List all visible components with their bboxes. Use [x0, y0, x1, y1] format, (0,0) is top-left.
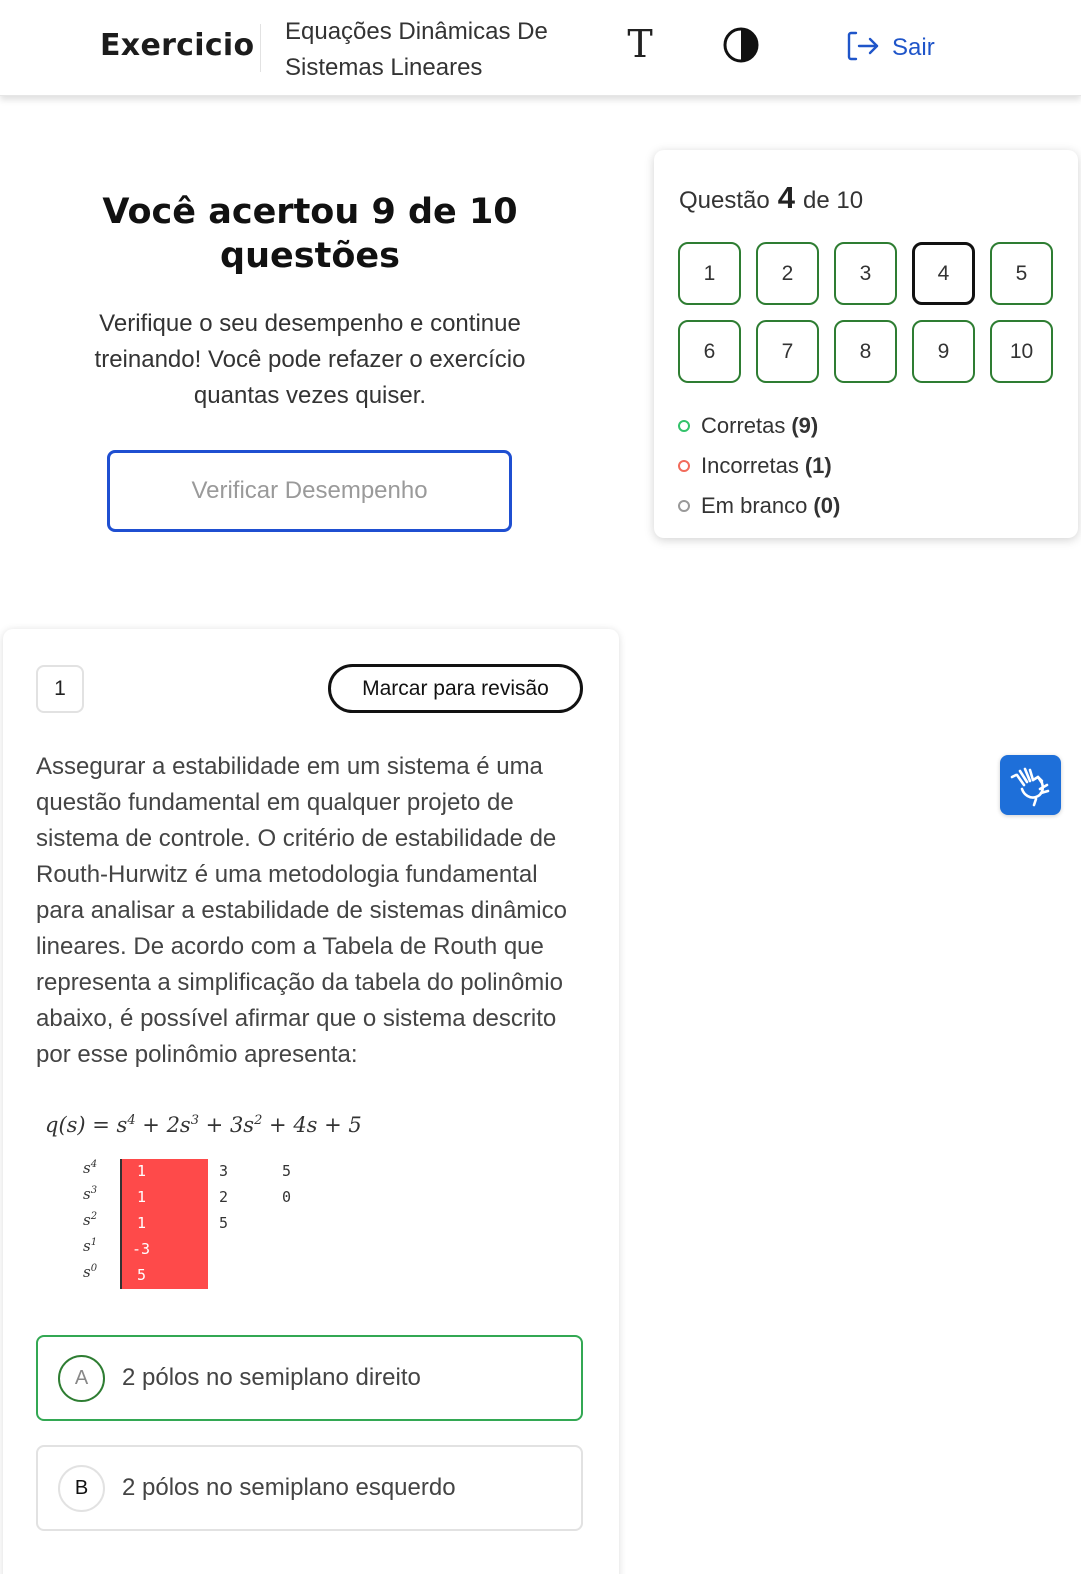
question-card — [3, 629, 619, 1574]
contrast-icon[interactable] — [722, 26, 760, 64]
verify-performance-button[interactable]: Verificar Desempenho — [107, 450, 512, 532]
legend-label: Incorretas — [701, 453, 799, 478]
incorrect-dot-icon — [678, 460, 690, 472]
formula-exponent: 3 — [190, 1113, 199, 1128]
navigator-current: 4 — [777, 180, 795, 215]
question-button-2[interactable]: 2 — [756, 242, 819, 305]
question-button-8[interactable]: 8 — [834, 320, 897, 383]
routh-cell: 2 — [219, 1188, 229, 1206]
question-button-7[interactable]: 7 — [756, 320, 819, 383]
question-button-1[interactable]: 1 — [678, 242, 741, 305]
formula-part: + 2s — [135, 1113, 191, 1137]
routh-first-column-highlight — [120, 1159, 208, 1289]
answer-option-a[interactable] — [36, 1335, 583, 1421]
formula-part: + 3s — [199, 1113, 255, 1137]
answer-option-b[interactable] — [36, 1445, 583, 1531]
routh-cell: 1 — [137, 1188, 147, 1206]
top-header — [0, 0, 1081, 96]
navigator-prefix: Questão — [679, 187, 770, 214]
legend-count: (9) — [791, 413, 819, 438]
legend-count: (1) — [804, 453, 832, 478]
question-button-4[interactable]: 4 — [912, 242, 975, 305]
question-button-6[interactable]: 6 — [678, 320, 741, 383]
question-button-9[interactable]: 9 — [912, 320, 975, 383]
legend-incorrect — [678, 446, 840, 486]
routh-cell: -3 — [132, 1240, 151, 1258]
status-legend — [678, 406, 840, 526]
logout-label: Sair — [892, 34, 935, 61]
legend-label: Em branco — [701, 493, 808, 518]
option-text: 2 pólos no semiplano esquerdo — [122, 1474, 456, 1501]
blank-dot-icon — [678, 500, 690, 512]
polynomial-formula — [45, 1113, 362, 1137]
question-number: 1 — [36, 665, 84, 713]
formula-exponent: 2 — [254, 1113, 263, 1128]
question-button-3[interactable]: 3 — [834, 242, 897, 305]
result-title: Você acertou 9 de 10 questões — [102, 192, 518, 276]
sign-language-button[interactable] — [1000, 755, 1061, 815]
formula-exponent: 4 — [127, 1113, 136, 1128]
sign-language-icon — [1000, 802, 1061, 819]
question-text: Assegurar a estabilidade em um sistema é uma questão fundamental em qualquer projeto de sistema de controle. O critério de estabilidade de Routh-Hurwitz é uma metodologia fundamental para analisar a estabilidade de sistemas dinâmico lineares. De acordo com a Tabela de Routh que representa a simplificação da tabela do polinômio abaixo, é possível afirmar que o sistema descrito por esse polinômio apresenta: — [36, 753, 567, 1068]
app-brand[interactable]: Exercicio — [100, 28, 255, 63]
question-button-5[interactable]: 5 — [990, 242, 1053, 305]
course-title: Equações Dinâmicas De Sistemas Lineares — [285, 18, 548, 81]
routh-row-label: $s^2$ — [83, 1211, 98, 1229]
routh-cell: 5 — [219, 1214, 229, 1232]
routh-cell: 5 — [137, 1266, 147, 1284]
navigator-heading — [679, 180, 863, 216]
mark-for-review-button[interactable]: Marcar para revisão — [328, 664, 583, 713]
result-description: Verifique o seu desempenho e continue treinando! Você pode refazer o exercício quantas vezes quiser. — [94, 310, 526, 409]
legend-label: Corretas — [701, 413, 786, 438]
routh-cell: 5 — [282, 1162, 292, 1180]
routh-row-label: $s^1$ — [83, 1237, 98, 1255]
option-text: 2 pólos no semiplano direito — [122, 1364, 421, 1391]
legend-count: (0) — [813, 493, 841, 518]
question-button-10[interactable]: 10 — [990, 320, 1053, 383]
legend-blank — [678, 486, 840, 526]
routh-row-label: $s^3$ — [83, 1185, 98, 1203]
formula-part: + 4s + 5 — [262, 1113, 362, 1137]
routh-cell: 1 — [137, 1162, 147, 1180]
navigator-suffix: de 10 — [802, 187, 864, 214]
option-letter: A — [58, 1355, 105, 1402]
routh-cell: 0 — [282, 1188, 292, 1206]
option-letter: B — [58, 1465, 105, 1512]
routh-cell: 1 — [137, 1214, 147, 1232]
routh-row-label: $s^0$ — [83, 1263, 98, 1281]
routh-cell: 3 — [219, 1162, 229, 1180]
header-divider — [260, 24, 261, 72]
routh-row-label: $s^4$ — [83, 1159, 98, 1177]
text-size-icon[interactable]: T — [627, 22, 653, 66]
routh-table — [79, 1159, 319, 1291]
question-navigator — [654, 150, 1078, 538]
logout-button[interactable] — [846, 28, 935, 68]
correct-dot-icon — [678, 420, 690, 432]
legend-correct — [678, 406, 840, 446]
logout-icon — [846, 30, 880, 67]
formula-part: q(s) = s — [45, 1113, 128, 1137]
